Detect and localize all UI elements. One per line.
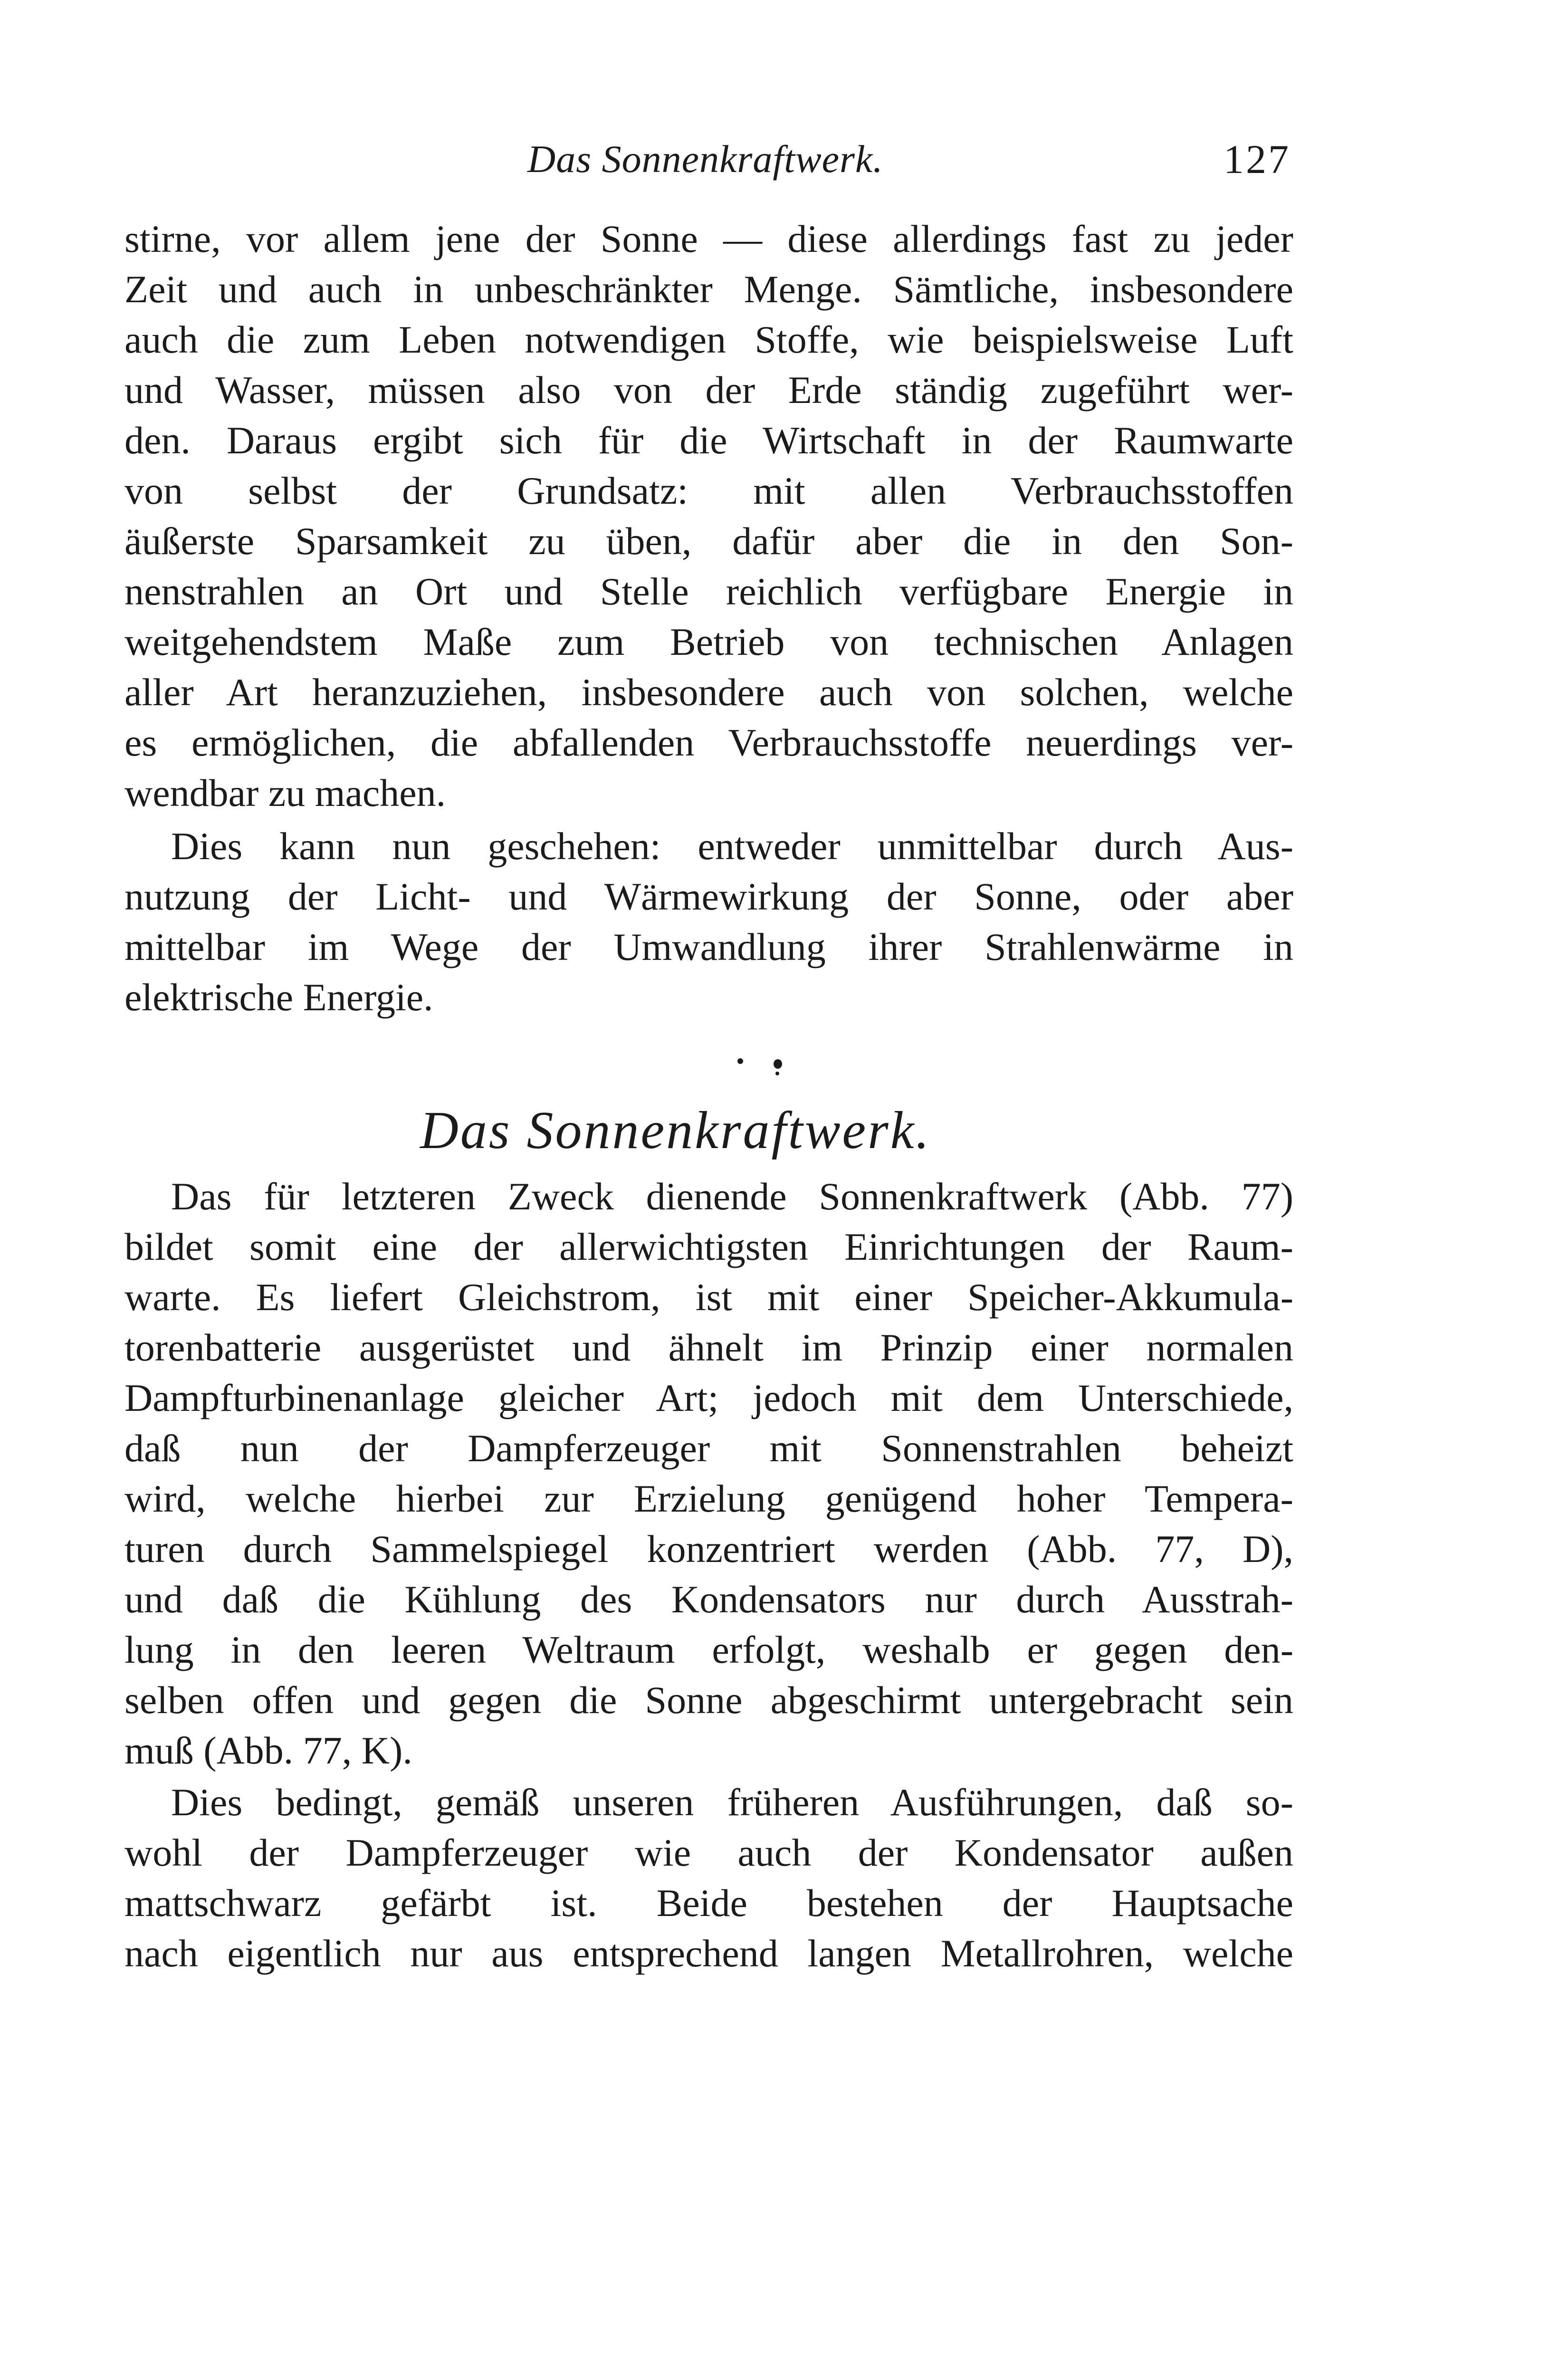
ornament-dots <box>732 1053 789 1081</box>
paragraph-3 <box>124 1171 1293 1776</box>
text-line: wohl der Dampferzeuger wie auch der Kondensator außen <box>124 1831 1293 1874</box>
text-line: und Wasser, müssen also von der Erde ständig zugeführt wer- <box>124 368 1293 412</box>
text-line: turen durch Sammelspiegel konzentriert werden (Abb. 77, D), <box>124 1527 1293 1571</box>
text-line: mittelbar im Wege der Umwandlung ihrer Strahlenwärme in <box>124 925 1293 968</box>
section-title: Das Sonnenkraftwerk. <box>420 1101 931 1160</box>
text-line: nach eigentlich nur aus entsprechend langen Metallrohren, welche <box>124 1932 1293 1975</box>
text-line: bildet somit eine der allerwichtigsten Einrichtungen der Raum- <box>124 1225 1293 1268</box>
text-line: Dies kann nun geschehen: entweder unmittelbar durch Aus- <box>171 824 1293 868</box>
text-line: aller Art heranzuziehen, insbesondere auch von solchen, welche <box>124 671 1293 714</box>
text-line: es ermöglichen, die abfallenden Verbrauchsstoffe neuerdings ver- <box>124 721 1293 764</box>
text-line: lung in den leeren Weltraum erfolgt, weshalb er gegen den- <box>124 1628 1293 1671</box>
text-line: nenstrahlen an Ort und Stelle reichlich verfügbare Energie in <box>124 570 1293 613</box>
text-line: äußerste Sparsamkeit zu üben, dafür aber die in den Son- <box>124 519 1293 563</box>
text-line: wendbar zu machen. <box>124 771 446 814</box>
text-line: torenbatterie ausgerüstet und ähnelt im Prinzip einer normalen <box>124 1326 1293 1369</box>
text-line: selben offen und gegen die Sonne abgeschirmt untergebracht sein <box>124 1678 1293 1722</box>
text-line: Dampfturbinenanlage gleicher Art; jedoch mit dem Unterschiede, <box>124 1376 1293 1419</box>
text-line: weitgehendstem Maße zum Betrieb von technischen Anlagen <box>124 620 1293 663</box>
text-line: und daß die Kühlung des Kondensators nur durch Ausstrah- <box>124 1578 1293 1621</box>
text-line: auch die zum Leben notwendigen Stoffe, wie beispielsweise Luft <box>124 318 1293 361</box>
running-head: Das Sonnenkraftwerk. <box>527 137 883 181</box>
paragraph-2 <box>124 821 1293 1023</box>
text-line: nutzung der Licht- und Wärmewirkung der Sonne, oder aber <box>124 875 1293 918</box>
text-line: muß (Abb. 77, K). <box>124 1729 412 1772</box>
page-number: 127 <box>1224 136 1291 182</box>
text-line: warte. Es liefert Gleichstrom, ist mit einer Speicher-Akkumula- <box>124 1275 1293 1319</box>
text-line: Das für letzteren Zweck dienende Sonnenkraftwerk (Abb. 77) <box>171 1175 1293 1218</box>
text-line: mattschwarz gefärbt ist. Beide bestehen der Hauptsache <box>124 1881 1293 1925</box>
text-line: Dies bedingt, gemäß unseren früheren Ausführungen, daß so- <box>171 1781 1293 1824</box>
text-line: wird, welche hierbei zur Erzielung genügend hoher Tempera- <box>124 1477 1293 1520</box>
text-line: elektrische Energie. <box>124 976 433 1019</box>
paragraph-4 <box>124 1777 1293 1979</box>
paragraph-1 <box>124 214 1293 818</box>
text-line: stirne, vor allem jene der Sonne — diese allerdings fast zu jeder <box>124 217 1293 260</box>
text-line: Zeit und auch in unbeschränkter Menge. Sämtliche, insbesondere <box>124 268 1293 311</box>
text-line: daß nun der Dampferzeuger mit Sonnenstrahlen beheizt <box>124 1427 1293 1470</box>
text-line: von selbst der Grundsatz: mit allen Verbrauchsstoffen <box>124 469 1293 512</box>
text-line: den. Daraus ergibt sich für die Wirtschaft in der Raumwarte <box>124 419 1293 462</box>
